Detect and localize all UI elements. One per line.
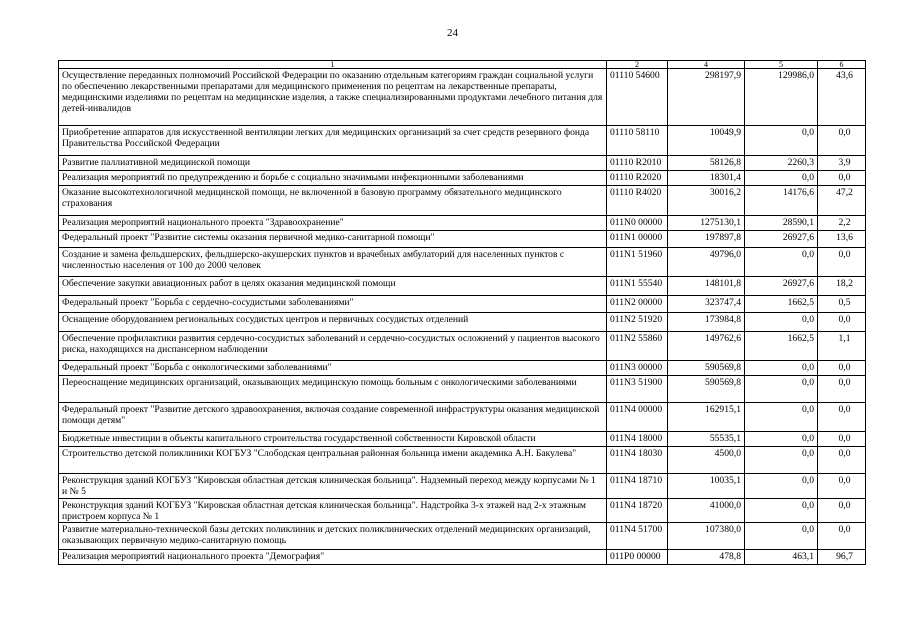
row-fact-value: 0,0: [745, 376, 818, 403]
row-fact-value: 0,0: [745, 432, 818, 447]
row-plan-value: 590569,8: [668, 376, 745, 403]
table-row: [59, 171, 866, 186]
header-col-pct: 6: [818, 61, 866, 69]
row-fact-value: 0,0: [745, 126, 818, 156]
row-fact-value: 0,0: [745, 361, 818, 376]
row-code: 01110 58110: [607, 126, 668, 156]
row-percent-text: 3,9: [838, 157, 851, 168]
header-col-name: 1: [59, 61, 607, 69]
row-code: 011N4 18710: [607, 474, 668, 499]
row-plan-value: 58126,8: [668, 156, 745, 171]
row-code: 011N3 00000: [607, 361, 668, 376]
row-code: 011N2 55860: [607, 332, 668, 361]
row-percent-value: [818, 171, 866, 186]
row-fact-value: 0,0: [745, 474, 818, 499]
row-percent-text: 0,0: [838, 500, 851, 511]
row-percent-text: 13,6: [836, 232, 853, 243]
row-fact-value: 463,1: [745, 550, 818, 565]
table-row: [59, 216, 866, 231]
row-code: 01110 R4020: [607, 186, 668, 216]
table-row: [59, 186, 866, 216]
row-percent-text: 0,0: [838, 475, 851, 486]
row-code: 011P0 00000: [607, 550, 668, 565]
row-name: Федеральный проект "Развитие системы оказания первичной медико-санитарной помощи": [59, 231, 607, 248]
page-number: 24: [447, 27, 458, 39]
row-percent-text: 0,0: [838, 404, 851, 415]
row-plan-value: 298197,9: [668, 69, 745, 126]
row-name: Строительство детской поликлиники КОГБУЗ "Слободская центральная районная больница имени академика А.Н. Бакулева": [59, 447, 607, 474]
table-body: [59, 69, 866, 565]
row-percent-text: 18,2: [836, 278, 853, 289]
header-row: [59, 61, 866, 69]
table-row: [59, 69, 866, 126]
row-code: 011N1 00000: [607, 231, 668, 248]
row-percent-text: 47,2: [836, 187, 853, 198]
row-name: Осуществление переданных полномочий Российской Федерации по оказанию отдельным категориям граждан социальной услуги по обеспечению лекарственными препаратами для медицинского применения по рецептам на лекарственные препараты, медицинскими изделиями по рецептам на медицинские изделия, а также специализированными продуктами лечебного питания для детей-инвалидов: [59, 69, 607, 126]
row-percent-value: [818, 126, 866, 156]
row-plan-value: 18301,4: [668, 171, 745, 186]
table-row: [59, 296, 866, 313]
row-percent-text: 0,0: [838, 377, 851, 388]
row-name: Реализация мероприятий по предупреждению и борьбе с социально значимыми инфекционными заболеваниями: [59, 171, 607, 186]
row-plan-value: 10049,9: [668, 126, 745, 156]
row-percent-value: [818, 156, 866, 171]
row-name: Обеспечение закупки авиационных работ в целях оказания медицинской помощи: [59, 277, 607, 296]
row-code: 011N4 18720: [607, 499, 668, 523]
row-name: Федеральный проект "Борьба с онкологическими заболеваниями": [59, 361, 607, 376]
row-fact-value: 0,0: [745, 171, 818, 186]
row-percent-text: 2,2: [838, 217, 851, 228]
row-percent-text: 0,0: [838, 127, 851, 138]
row-plan-value: 590569,8: [668, 361, 745, 376]
row-code: 01110 R2020: [607, 171, 668, 186]
table-row: [59, 550, 866, 565]
row-plan-value: 197897,8: [668, 231, 745, 248]
row-fact-value: 28590,1: [745, 216, 818, 231]
row-percent-text: 0,0: [838, 524, 851, 535]
row-percent-text: 0,0: [838, 314, 851, 325]
row-percent-text: 0,5: [838, 297, 851, 308]
row-fact-value: 129986,0: [745, 69, 818, 126]
row-fact-value: 0,0: [745, 499, 818, 523]
row-plan-value: 1275130,1: [668, 216, 745, 231]
row-fact-value: 26927,6: [745, 231, 818, 248]
row-percent-text: 43,6: [836, 70, 853, 81]
table-row: [59, 361, 866, 376]
table-row: [59, 447, 866, 474]
row-fact-value: 26927,6: [745, 277, 818, 296]
row-percent-value: [818, 523, 866, 550]
row-plan-value: 323747,4: [668, 296, 745, 313]
row-plan-value: 162915,1: [668, 403, 745, 432]
row-plan-value: 30016,2: [668, 186, 745, 216]
table-row: [59, 332, 866, 361]
row-code: 01110 R2010: [607, 156, 668, 171]
table-row: [59, 248, 866, 277]
row-code: 011N2 00000: [607, 296, 668, 313]
row-name: Реконструкция зданий КОГБУЗ "Кировская областная детская клиническая больница". Надземный переход между корпусами № 1 и № 5: [59, 474, 607, 499]
row-percent-value: [818, 499, 866, 523]
row-plan-value: 41000,0: [668, 499, 745, 523]
row-plan-value: 148101,8: [668, 277, 745, 296]
row-code: 011N3 51900: [607, 376, 668, 403]
table-row: [59, 313, 866, 332]
row-fact-value: 0,0: [745, 523, 818, 550]
row-percent-value: [818, 403, 866, 432]
row-percent-text: 0,0: [838, 249, 851, 260]
row-name: Реализация мероприятий национального проекта "Демография": [59, 550, 607, 565]
row-fact-value: 14176,6: [745, 186, 818, 216]
row-percent-text: 96,7: [836, 551, 853, 562]
row-code: 011N1 55540: [607, 277, 668, 296]
row-fact-value: 0,0: [745, 313, 818, 332]
row-name: Реконструкция зданий КОГБУЗ "Кировская областная детская клиническая больница". Надстройка 3-х этажей над 2-х этажным пристроем корпуса № 1: [59, 499, 607, 523]
header-col-fact: 5: [745, 61, 818, 69]
table-row: [59, 432, 866, 447]
table-row: [59, 126, 866, 156]
row-plan-value: 107380,0: [668, 523, 745, 550]
row-percent-value: [818, 296, 866, 313]
row-percent-value: [818, 313, 866, 332]
row-code: 011N4 18030: [607, 447, 668, 474]
row-name: Оказание высокотехнологичной медицинской помощи, не включенной в базовую программу обязательного медицинского страхования: [59, 186, 607, 216]
row-name: Бюджетные инвестиции в объекты капитального строительства государственной собственности Кировской области: [59, 432, 607, 447]
row-code: 011N1 51960: [607, 248, 668, 277]
row-plan-value: 4500,0: [668, 447, 745, 474]
row-percent-text: 0,0: [838, 433, 851, 444]
row-plan-value: 49796,0: [668, 248, 745, 277]
table-row: [59, 277, 866, 296]
row-name: Приобретение аппаратов для искусственной вентиляции легких для медицинских организаций за счет средств резервного фонда Правительства Российской Федерации: [59, 126, 607, 156]
row-percent-text: 0,0: [838, 362, 851, 373]
row-plan-value: 55535,1: [668, 432, 745, 447]
row-plan-value: 173984,8: [668, 313, 745, 332]
row-fact-value: 0,0: [745, 248, 818, 277]
table-row: [59, 156, 866, 171]
row-percent-text: 0,0: [838, 172, 851, 183]
row-code: 011N2 51920: [607, 313, 668, 332]
row-fact-value: 1662,5: [745, 296, 818, 313]
table-row: [59, 499, 866, 523]
row-plan-value: 478,8: [668, 550, 745, 565]
row-percent-value: [818, 186, 866, 216]
row-name: Федеральный проект "Развитие детского здравоохранения, включая создание современной инфраструктуры оказания медицинской помощи детям": [59, 403, 607, 432]
row-name: Развитие материально-технической базы детских поликлиник и детских поликлинических отделений медицинских организаций, оказывающих первичную медико-санитарную помощь: [59, 523, 607, 550]
row-name: Федеральный проект "Борьба с сердечно-сосудистыми заболеваниями": [59, 296, 607, 313]
row-code: 011N4 51700: [607, 523, 668, 550]
table-row: [59, 474, 866, 499]
row-percent-value: [818, 216, 866, 231]
row-percent-value: [818, 332, 866, 361]
row-percent-value: [818, 550, 866, 565]
row-fact-value: 0,0: [745, 403, 818, 432]
table-row: [59, 403, 866, 432]
row-fact-value: 0,0: [745, 447, 818, 474]
table-row: [59, 523, 866, 550]
table-row: [59, 376, 866, 403]
row-code: 01110 54600: [607, 69, 668, 126]
row-name: Развитие паллиативной медицинской помощи: [59, 156, 607, 171]
table-header: [59, 61, 866, 69]
row-fact-value: 2260,3: [745, 156, 818, 171]
row-plan-value: 10035,1: [668, 474, 745, 499]
row-percent-value: [818, 376, 866, 403]
row-percent-value: [818, 474, 866, 499]
row-code: 011N0 00000: [607, 216, 668, 231]
header-col-plan: 4: [668, 61, 745, 69]
row-percent-value: [818, 447, 866, 474]
row-code: 011N4 18000: [607, 432, 668, 447]
row-percent-value: [818, 361, 866, 376]
row-plan-value: 149762,6: [668, 332, 745, 361]
row-name: Оснащение оборудованием региональных сосудистых центров и первичных сосудистых отделений: [59, 313, 607, 332]
row-percent-text: 1,1: [838, 333, 851, 344]
row-percent-value: [818, 248, 866, 277]
row-percent-value: [818, 432, 866, 447]
row-percent-value: [818, 277, 866, 296]
row-name: Переоснащение медицинских организаций, оказывающих медицинскую помощь больным с онкологическими заболеваниями: [59, 376, 607, 403]
row-fact-value: 1662,5: [745, 332, 818, 361]
header-col-code: 2: [607, 61, 668, 69]
budget-table: [58, 60, 866, 565]
row-name: Создание и замена фельдшерских, фельдшерско-акушерских пунктов и врачебных амбулаторий для населенных пунктов с численностью населения от 100 до 2000 человек: [59, 248, 607, 277]
row-name: Реализация мероприятий национального проекта "Здравоохранение": [59, 216, 607, 231]
row-name: Обеспечение профилактики развития сердечно-сосудистых заболеваний и сердечно-сосудистых осложнений у пациентов высокого риска, находящихся на диспансерном наблюдении: [59, 332, 607, 361]
row-percent-value: [818, 231, 866, 248]
row-code: 011N4 00000: [607, 403, 668, 432]
table-row: [59, 231, 866, 248]
row-percent-value: [818, 69, 866, 126]
row-percent-text: 0,0: [838, 448, 851, 459]
